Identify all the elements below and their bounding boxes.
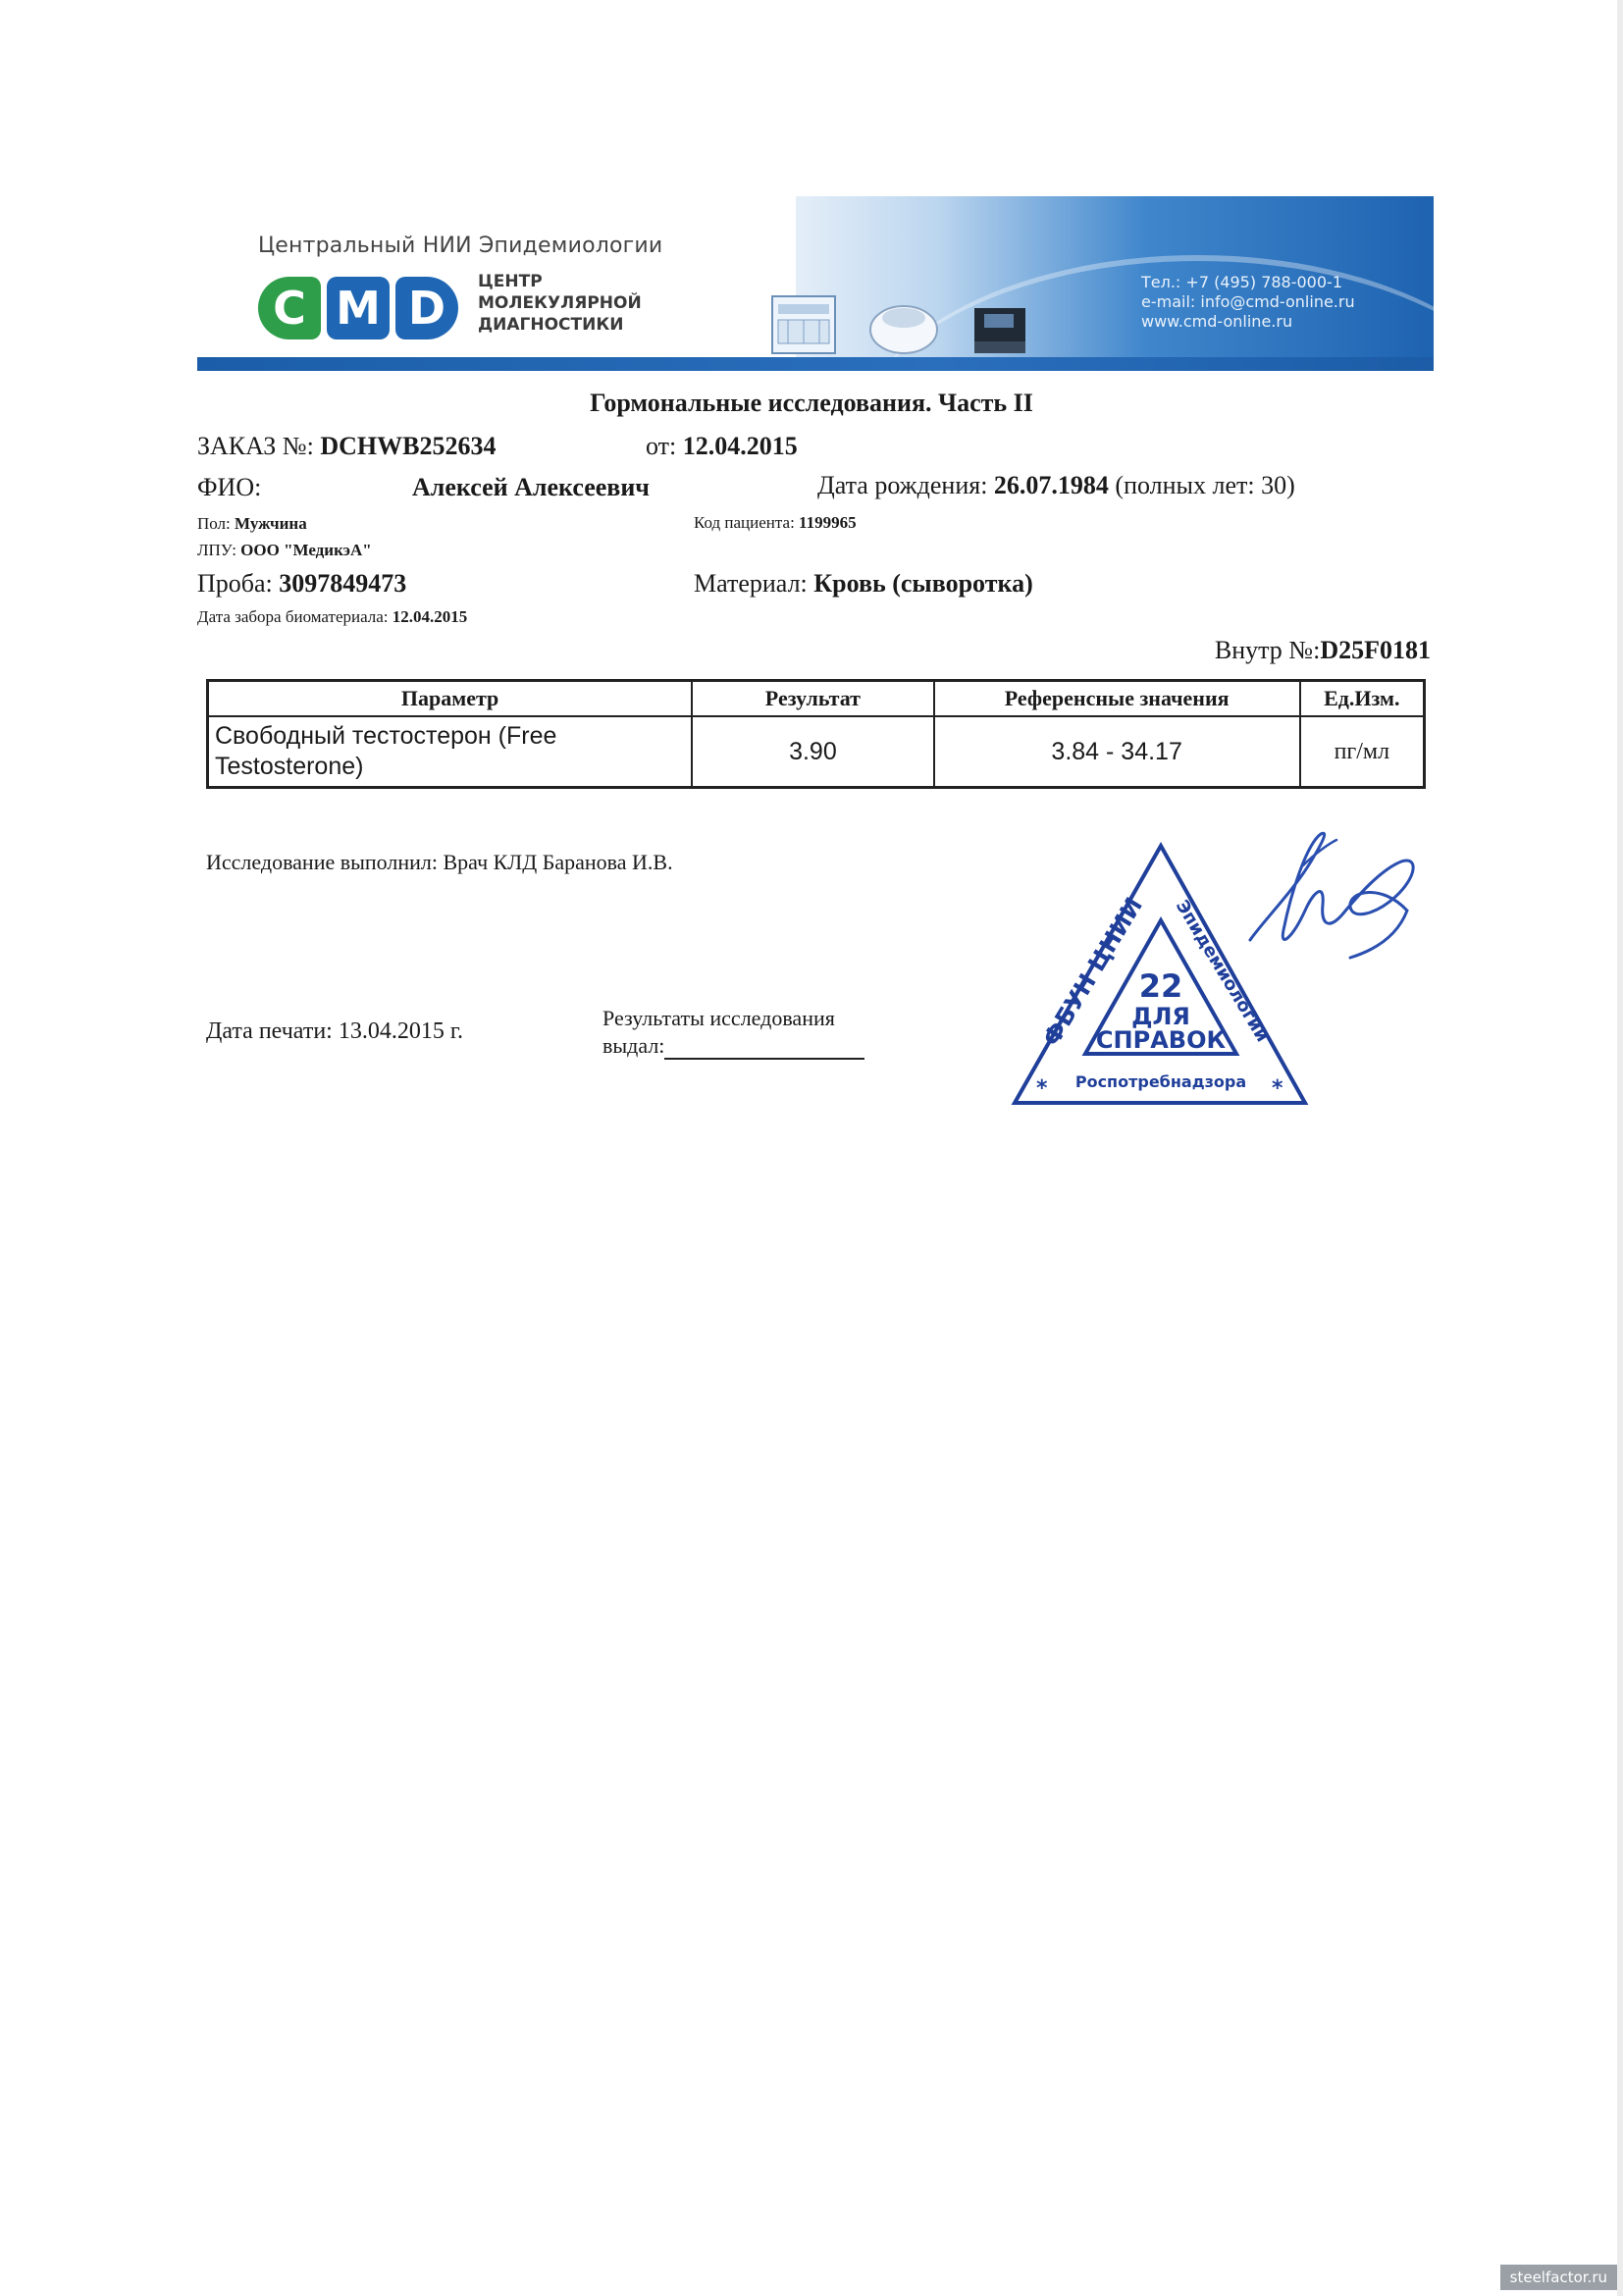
fio-label: ФИО: [197, 473, 262, 501]
logo-letter-c: C [258, 277, 321, 339]
issued-by-line: Результаты исследования [602, 1006, 835, 1030]
phone-text: Тел.: +7 (495) 788-000-1 [1141, 273, 1342, 291]
website-text: www.cmd-online.ru [1141, 312, 1293, 331]
logo-letter-d: D [395, 277, 458, 339]
order-date-value: 12.04.2015 [682, 432, 798, 460]
banner-stripe [197, 357, 1434, 371]
column-header-reference: Референсные значения [934, 681, 1300, 717]
fio-value [412, 473, 650, 502]
page-edge [1617, 0, 1623, 2296]
table-header-row [208, 681, 1425, 717]
stamp-epid-path: Эпидемиологии [1171, 896, 1274, 1046]
sex-value: Мужчина [235, 514, 307, 533]
collection-date-label: Дата забора биоматериала: [197, 607, 389, 626]
stamp-star-left: * [1036, 1076, 1048, 1101]
cmd-logo [258, 277, 458, 339]
patient-code-value: 1199965 [799, 513, 857, 532]
order-label: ЗАКАЗ №: [197, 432, 314, 460]
internal-number [1215, 636, 1431, 665]
lpu [197, 541, 372, 560]
parameter-line: Testosterone) [215, 753, 364, 780]
material-label: Материал: [694, 569, 808, 598]
column-header-unit: Ед.Изм. [1300, 681, 1425, 717]
patient-code-label: Код пациента: [694, 513, 795, 532]
org-name: Центральный НИИ Эпидемиологии [258, 234, 663, 258]
order-date-label: от: [646, 432, 677, 460]
results-table [206, 679, 1426, 789]
stamp-bottom-text: Роспотребнадзора [1074, 1072, 1247, 1091]
internal-number-label: Внутр №: [1214, 636, 1321, 664]
age-text: (полных лет: 30) [1115, 471, 1295, 499]
lpu-label: ЛПУ: [197, 541, 236, 559]
contacts-block [1141, 273, 1355, 332]
issued-by [602, 1005, 864, 1060]
handwritten-signature [1234, 822, 1427, 983]
document-title: Гормональные исследования. Часть II [590, 389, 1033, 417]
parameter-line: Свободный тестостерон (Free [215, 722, 557, 750]
watermark: steelfactor.ru [1500, 2265, 1617, 2290]
lab-devices-image [766, 273, 1061, 357]
collection-date-value: 12.04.2015 [392, 607, 468, 626]
material [694, 569, 1033, 599]
print-date: Дата печати: 13.04.2015 г. [206, 1018, 463, 1044]
header-banner [197, 196, 1434, 373]
logo-subtitle-line: ЦЕНТР [478, 272, 543, 291]
logo-subtitle-line: ДИАГНОСТИКИ [478, 315, 624, 335]
stamp-line-1: ДЛЯ [1131, 1003, 1190, 1030]
table-row [208, 716, 1425, 788]
logo-subtitle-line: МОЛЕКУЛЯРНОЙ [478, 293, 642, 313]
cell-unit: пг/мл [1300, 716, 1425, 788]
cell-reference: 3.84 - 34.17 [934, 716, 1300, 788]
column-header-parameter: Параметр [208, 681, 693, 717]
logo-subtitle [478, 271, 642, 336]
issued-by-line [602, 1032, 864, 1060]
sample-value: 3097849473 [279, 569, 407, 598]
sample-label: Проба: [197, 569, 273, 598]
cell-result: 3.90 [692, 716, 933, 788]
cell-parameter [208, 716, 693, 788]
issued-by-label: выдал: [602, 1033, 665, 1058]
performed-by: Исследование выполнил: Врач КЛД Баранова И.В. [206, 850, 673, 874]
column-header-result: Результат [692, 681, 933, 717]
sex [197, 514, 307, 534]
stamp-line-2: СПРАВОК [1095, 1026, 1227, 1054]
order-date [646, 432, 798, 461]
patient-name: Алексей Алексеевич [412, 473, 650, 501]
order-number [197, 432, 496, 461]
material-value: Кровь (сыворотка) [813, 569, 1033, 598]
sample [197, 569, 406, 599]
stamp-number: 22 [1138, 967, 1183, 1005]
stamp-org-path: ФБУН ЦНИИ [1037, 892, 1149, 1052]
birth-date [817, 471, 1295, 500]
logo-letter-m: M [327, 277, 390, 339]
sex-label: Пол: [197, 514, 231, 533]
lpu-value: ООО "МедикэА" [240, 541, 372, 559]
internal-number-value: D25F0181 [1320, 636, 1431, 664]
signature-blank-line [664, 1036, 864, 1060]
birth-date-value: 26.07.1984 [993, 471, 1109, 499]
stamp-star-right: * [1272, 1076, 1283, 1101]
collection-date [197, 607, 467, 627]
birth-date-label: Дата рождения: [817, 471, 988, 499]
patient-code [694, 513, 857, 533]
email-text: e-mail: info@cmd-online.ru [1141, 292, 1355, 311]
order-value: DCHWB252634 [320, 432, 497, 460]
